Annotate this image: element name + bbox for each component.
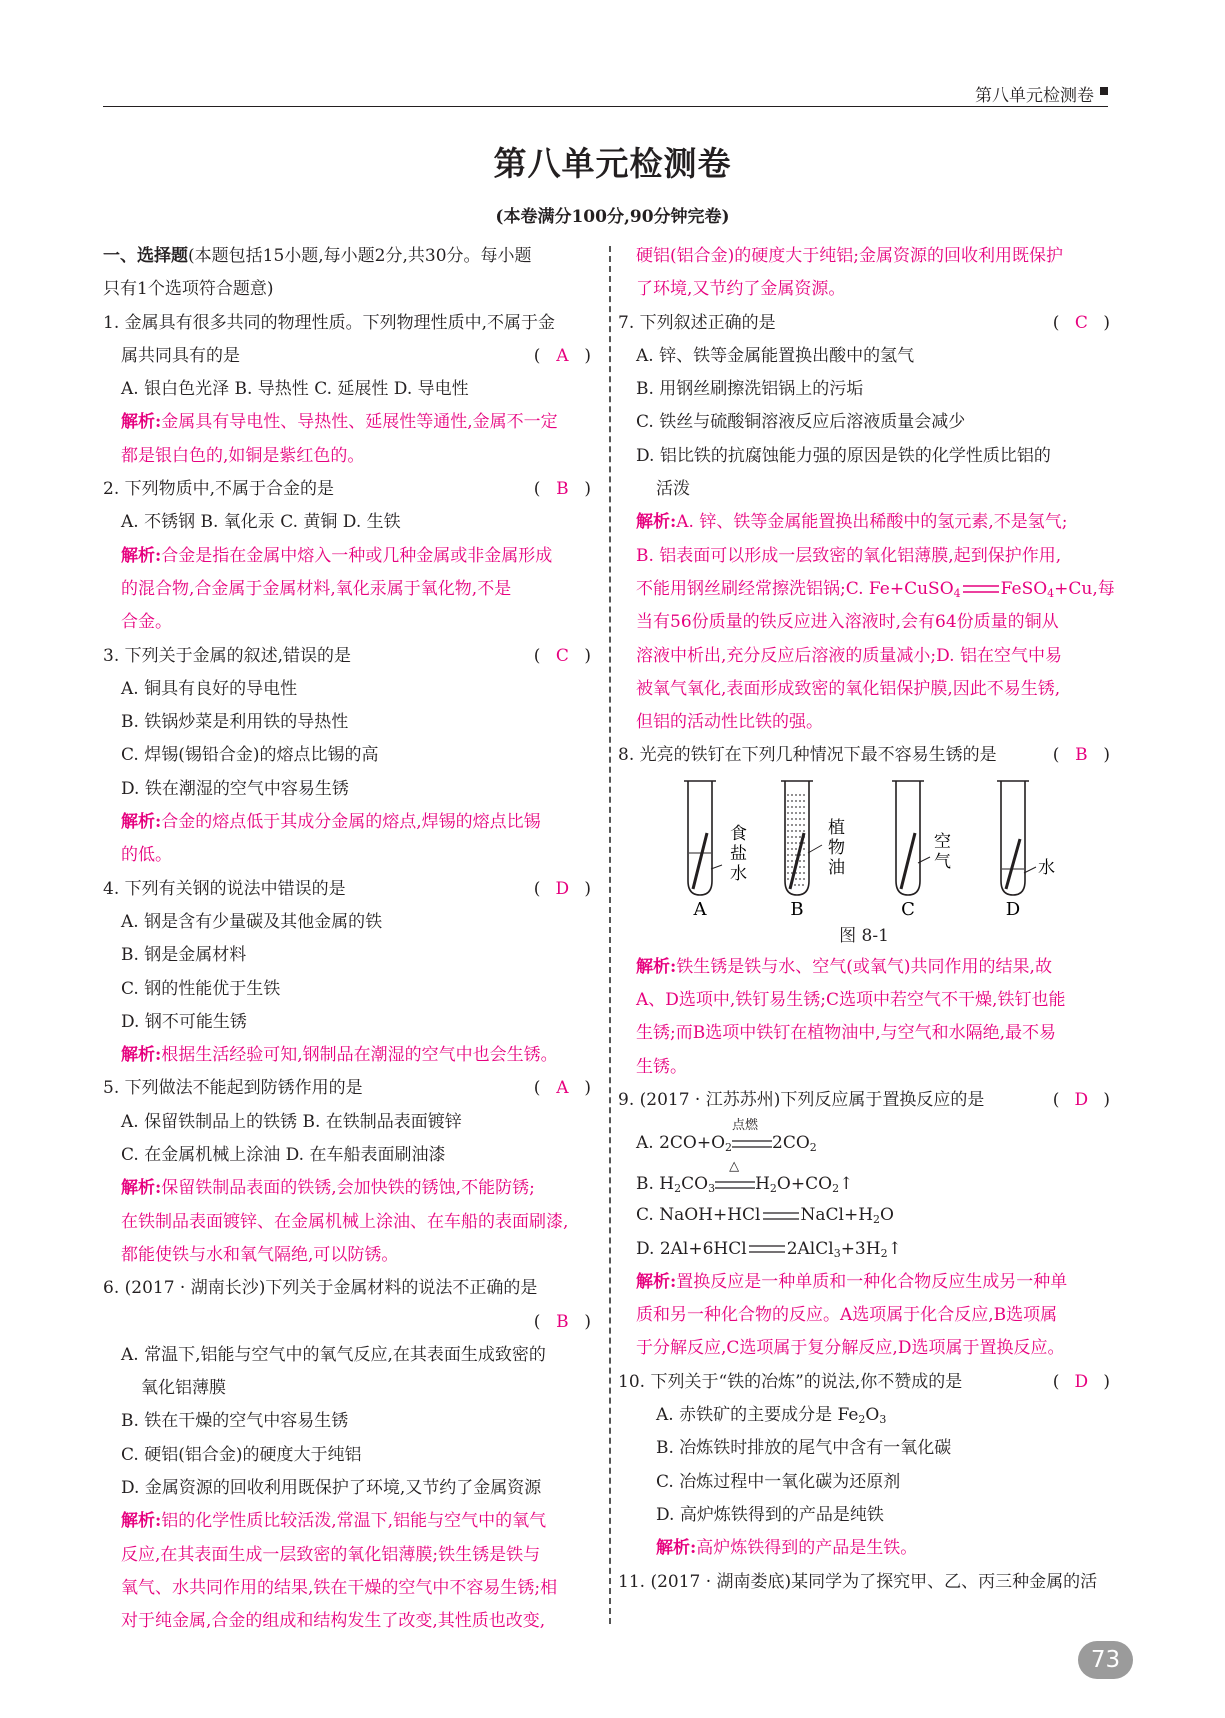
q5-options: A. 保留铁制品上的铁锈 B. 在铁制品表面镀锌 — [121, 1111, 462, 1132]
tube-c-label: C — [901, 898, 915, 920]
page-number-badge: 73 — [1078, 1641, 1133, 1679]
running-header-title: 第八单元检测卷 — [975, 86, 1094, 106]
q6-answer-line — [103, 1306, 591, 1339]
q5-analysis: 解析:保留铁制品表面的铁锈,会加快铁的锈蚀,不能防锈; — [121, 1178, 535, 1199]
q6-analysis-cont: 了环境,又节约了金属资源。 — [636, 279, 846, 300]
q1-stem-cont: 属共同具有的是 ( A ) — [103, 340, 591, 373]
reaction-arrow-ignite: 点燃 — [732, 1117, 759, 1133]
q10-option-d: D. 高炉炼铁得到的产品是纯铁 — [656, 1504, 884, 1525]
q3-option-a: A. 铜具有良好的导电性 — [121, 678, 298, 699]
q8-analysis-cont: 生锈。 — [636, 1056, 687, 1077]
q6-option-a-cont: 氧化铝薄膜 — [141, 1378, 226, 1399]
gas-arrow-icon: ↑ — [839, 1174, 854, 1195]
q2-analysis: 解析:合金是指在金属中熔入一种或几种金属或非金属形成 — [121, 545, 553, 566]
q4-option-d: D. 钢不可能生锈 — [121, 1011, 247, 1032]
q9-option-d: D. 2Al+6HCl $2AlCl_3+3H_2↑$ — [636, 1238, 902, 1260]
tube-b-liquid-label-1: 植 — [828, 817, 845, 838]
tube-c-liquid-label-2: 气 — [934, 851, 951, 872]
q7-option-c: C. 铁丝与硫酸铜溶液反应后溶液质量会减少 — [636, 412, 966, 433]
section-heading-cont: 只有1个选项符合题意) — [103, 279, 274, 300]
q1-options: A. 银白色光泽 B. 导热性 C. 延展性 D. 导电性 — [121, 379, 469, 400]
q8-stem: 8. 光亮的铁钉在下列几种情况下最不容易生锈的是 ( B ) — [618, 739, 1110, 772]
q2-answer: ( B ) — [533, 479, 591, 500]
q4-analysis: 解析:根据生活经验可知,钢制品在潮湿的空气中也会生锈。 — [121, 1045, 558, 1066]
test-tube-figure — [618, 773, 1110, 921]
q1-analysis: 解析:金属具有导电性、导热性、延展性等通性,金属不一定 — [121, 412, 558, 433]
q11-stem: 11. (2017 · 湖南娄底)某同学为了探究甲、乙、丙三种金属的活 — [618, 1571, 1098, 1592]
q3-stem: 3. 下列关于金属的叙述,错误的是 ( C ) — [103, 640, 591, 673]
q1-stem: 1. 金属具有很多共同的物理性质。下列物理性质中,不属于金 — [103, 312, 556, 333]
test-tube-c — [892, 781, 951, 920]
q6-analysis-cont: 对于纯金属,合金的组成和结构发生了改变,其性质也改变, — [121, 1611, 546, 1632]
column-divider — [609, 246, 611, 1624]
q7-option-b: B. 用钢丝刷擦洗铝锅上的污垢 — [636, 379, 864, 400]
q7-analysis-cont: 但铝的活动性比铁的强。 — [636, 712, 823, 733]
header-square-icon — [1100, 87, 1108, 95]
tube-b-liquid-label-3: 油 — [828, 857, 845, 878]
q2-stem: 2. 下列物质中,不属于合金的是 ( B ) — [103, 473, 591, 506]
page-subtitle: (本卷满分100分,90分钟完卷) — [495, 207, 730, 227]
q7-option-a: A. 锌、铁等金属能置换出酸中的氢气 — [636, 345, 915, 366]
q5-options: C. 在金属机械上涂油 D. 在车船表面刷油漆 — [121, 1145, 446, 1166]
q7-analysis-cont: B. 铝表面可以形成一层致密的氧化铝薄膜,起到保护作用, — [636, 545, 1062, 566]
q10-option-c: C. 冶炼过程中一氧化碳为还原剂 — [656, 1471, 901, 1492]
q9-option-a: A. $2CO+O_2$ 点燃 $2CO_2$ — [636, 1117, 817, 1155]
q10-analysis: 解析:高炉炼铁得到的产品是生铁。 — [656, 1538, 918, 1559]
q7-option-d: D. 铝比铁的抗腐蚀能力强的原因是铁的化学性质比铝的 — [636, 445, 1051, 466]
test-tube-d — [997, 781, 1055, 920]
q7-analysis-cont: 被氧气氧化,表面形成致密的氧化铝保护膜,因此不易生锈, — [636, 678, 1061, 699]
q4-stem: 4. 下列有关钢的说法中错误的是 ( D ) — [103, 873, 591, 906]
test-tube-diagram — [618, 773, 1110, 921]
q7-analysis: 解析:A. 锌、铁等金属能置换出稀酸中的氢元素,不是氢气; — [636, 512, 1068, 533]
q7-analysis-cont: 当有56份质量的铁反应进入溶液时,会有64份质量的铜从 — [636, 612, 1059, 633]
q4-option-c: C. 钢的性能优于生铁 — [121, 978, 281, 999]
q6-analysis-cont: 反应,在其表面生成一层致密的氧化铝薄膜;铁生锈是铁与 — [121, 1544, 541, 1565]
q6-analysis-cont: 氧气、水共同作用的结果,铁在干燥的空气中不容易生锈;相 — [121, 1577, 558, 1598]
q9-stem: 9. (2017 · 江苏苏州)下列反应属于置换反应的是 ( D ) — [618, 1084, 1110, 1117]
q3-analysis: 解析:合金的熔点低于其成分金属的熔点,焊锡的熔点比锡 — [121, 812, 541, 833]
tube-b-liquid-label-2: 物 — [828, 837, 845, 858]
running-header — [103, 76, 1108, 107]
q6-option-d: D. 金属资源的回收利用既保护了环境,又节约了金属资源 — [121, 1477, 542, 1498]
section-heading: 一、选择题(本题包括15小题,每小题2分,共30分。每小题 — [103, 246, 532, 266]
q5-analysis-cont: 都能使铁与水和氧气隔绝,可以防锈。 — [121, 1244, 399, 1265]
q5-analysis-cont: 在铁制品表面镀锌、在金属机械上涂油、在车船的表面刷漆, — [121, 1211, 569, 1232]
q7-option-d-cont: 活泼 — [656, 479, 690, 500]
q4-answer: ( D ) — [533, 878, 591, 899]
q1-answer: ( A ) — [533, 345, 591, 366]
q6-analysis-cont: 硬铝(铝合金)的硬度大于纯铝;金属资源的回收利用既保护 — [636, 246, 1063, 266]
q10-answer: ( D ) — [1052, 1371, 1110, 1392]
right-column — [618, 240, 1115, 1599]
q2-analysis-cont: 合金。 — [121, 612, 172, 633]
test-tube-a — [684, 781, 747, 920]
q6-option-c: C. 硬铝(铝合金)的硬度大于纯铝 — [121, 1444, 362, 1465]
q8-analysis-cont: A、D选项中,铁钉易生锈;C选项中若空气不干燥,铁钉也能 — [636, 990, 1066, 1011]
q9-answer: ( D ) — [1052, 1089, 1110, 1110]
q6-analysis: 解析:铝的化学性质比较活泼,常温下,铝能与空气中的氧气 — [121, 1511, 547, 1532]
page-title: 第八单元检测卷 — [493, 144, 732, 183]
q1-analysis-cont: 都是银白色的,如铜是紫红色的。 — [121, 445, 365, 466]
q9-option-c: C. NaOH+HCl $NaCl+H_2O$ — [636, 1205, 894, 1227]
tube-a-liquid-label-2: 盐 — [730, 843, 747, 864]
q3-option-d: D. 铁在潮湿的空气中容易生锈 — [121, 778, 349, 799]
q8-analysis: 解析:铁生锈是铁与水、空气(或氧气)共同作用的结果,故 — [636, 956, 1052, 977]
tube-c-liquid-label-1: 空 — [934, 831, 951, 852]
q5-answer: ( A ) — [533, 1078, 591, 1099]
equals-sign-icon — [747, 1243, 787, 1255]
q7-stem: 7. 下列叙述正确的是 ( C ) — [618, 307, 1110, 340]
q6-answer: ( B ) — [533, 1311, 591, 1332]
q10-option-b: B. 冶炼铁时排放的尾气中含有一氧化碳 — [656, 1438, 952, 1459]
gas-arrow-icon: ↑ — [887, 1238, 902, 1259]
q7-analysis-equation: 不能用钢丝刷经常擦洗铝锅;C. Fe+CuSO$_4$ FeSO$_4$+Cu,每 — [636, 578, 1115, 600]
test-tube-b — [781, 781, 845, 920]
q3-analysis-cont: 的低。 — [121, 845, 172, 866]
q7-answer: ( C ) — [1052, 312, 1110, 333]
tube-a-label: A — [693, 898, 707, 920]
q8-answer: ( B ) — [1052, 745, 1110, 766]
q2-analysis-cont: 的混合物,合金属于金属材料,氧化汞属于氧化物,不是 — [121, 578, 512, 599]
q6-option-a: A. 常温下,铝能与空气中的氧气反应,在其表面生成致密的 — [121, 1344, 546, 1365]
q4-option-b: B. 钢是金属材料 — [121, 945, 247, 966]
q9-analysis: 解析:置换反应是一种单质和一种化合物反应生成另一种单 — [636, 1271, 1068, 1292]
q9-analysis-cont: 于分解反应,C选项属于复分解反应,D选项属于置换反应。 — [636, 1338, 1065, 1359]
q3-answer: ( C ) — [533, 645, 591, 666]
q3-option-b: B. 铁锅炒菜是利用铁的导热性 — [121, 712, 349, 733]
q7-analysis-cont: 溶液中析出,充分反应后溶液的质量减小;D. 铝在空气中易 — [636, 645, 1062, 666]
tube-a-liquid-label-1: 食 — [730, 823, 747, 844]
q9-option-b: B. $H_2CO_3$ △ $H_2O+CO_2↑$ — [636, 1158, 854, 1196]
tube-d-label: D — [1005, 898, 1021, 920]
q4-option-a: A. 钢是含有少量碳及其他金属的铁 — [121, 911, 383, 932]
q8-analysis-cont: 生锈;而B选项中铁钉在植物油中,与空气和水隔绝,最不易 — [636, 1023, 1057, 1044]
q2-options: A. 不锈钢 B. 氧化汞 C. 黄铜 D. 生铁 — [121, 512, 401, 533]
reaction-arrow-heat: △ — [729, 1158, 740, 1174]
q6-option-b: B. 铁在干燥的空气中容易生锈 — [121, 1411, 349, 1432]
tube-a-liquid-label-3: 水 — [730, 863, 747, 884]
q3-option-c: C. 焊锡(锡铅合金)的熔点比锡的高 — [121, 745, 379, 766]
q9-analysis-cont: 质和另一种化合物的反应。A选项属于化合反应,B选项属 — [636, 1305, 1058, 1326]
figure-caption: 图 8-1 — [839, 925, 889, 946]
q5-stem: 5. 下列做法不能起到防锈作用的是 ( A ) — [103, 1072, 591, 1105]
q10-stem: 10. 下列关于“铁的冶炼”的说法,你不赞成的是 ( D ) — [618, 1366, 1110, 1399]
left-column — [103, 240, 591, 1638]
equals-sign-icon — [961, 583, 1001, 595]
equals-sign-icon — [761, 1210, 801, 1222]
q10-option-a: A. 赤铁矿的主要成分是 $Fe_2O_3$ — [656, 1405, 887, 1427]
tube-d-liquid-label: 水 — [1038, 857, 1055, 878]
q6-stem: 6. (2017 · 湖南长沙)下列关于金属材料的说法不正确的是 — [103, 1278, 538, 1299]
tube-b-label: B — [790, 898, 804, 920]
